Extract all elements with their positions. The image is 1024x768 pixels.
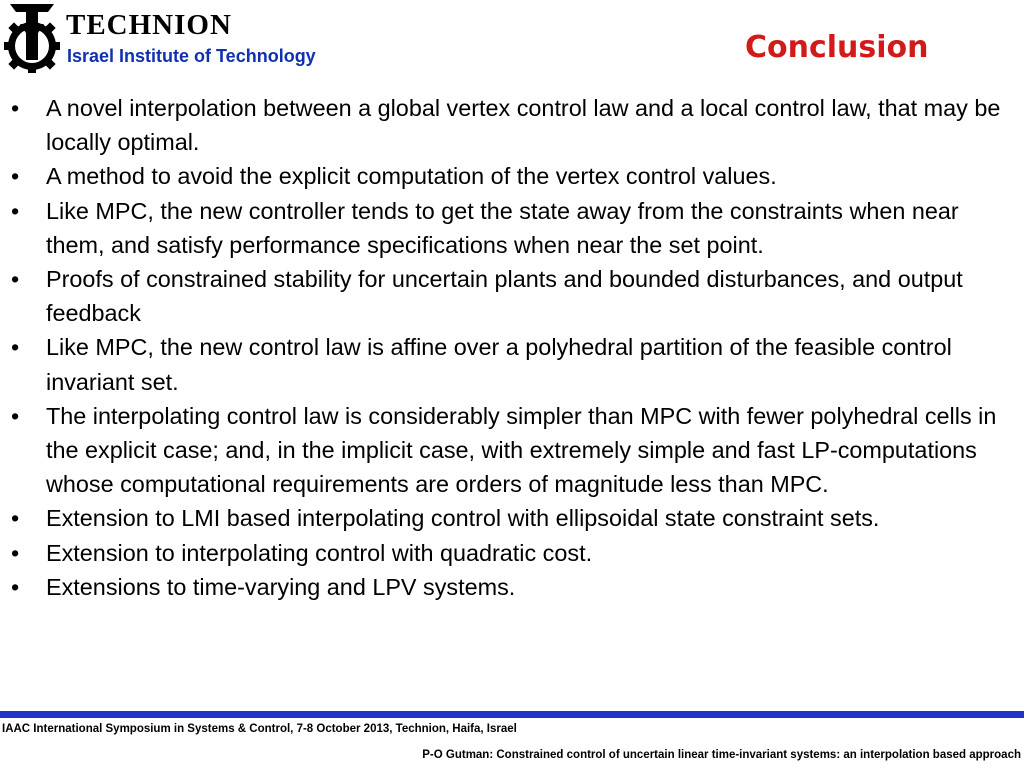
- list-item: [0, 262, 1024, 330]
- brand-subtitle: Israel Institute of Technology: [67, 46, 316, 66]
- list-item: [0, 330, 1024, 398]
- list-item: [0, 159, 1024, 193]
- bullet-icon: •: [11, 266, 20, 293]
- bullet-list: [0, 91, 1024, 604]
- footer-author-title: P-O Gutman: Constrained control of uncertain linear time-invariant systems: an interpolation based approach: [422, 749, 1021, 761]
- bullet-icon: •: [11, 539, 20, 566]
- list-item: [0, 501, 1024, 535]
- bullet-text: Proofs of constrained stability for uncertain plants and bounded disturbances, and output feedback: [46, 266, 963, 327]
- list-item: [0, 570, 1024, 604]
- page-title: Conclusion: [745, 30, 929, 65]
- footer-conference: IAAC International Symposium in Systems & Control, 7-8 October 2013, Technion, Haifa, Israel: [2, 723, 517, 735]
- list-item: [0, 91, 1024, 159]
- brand-name: TECHNION: [66, 9, 232, 41]
- bullet-icon: •: [11, 402, 20, 429]
- footer-divider: [0, 711, 1024, 718]
- bullet-text: A method to avoid the explicit computation of the vertex control values.: [46, 163, 777, 190]
- bullet-icon: •: [11, 334, 20, 361]
- bullet-text: Extension to interpolating control with quadratic cost.: [46, 539, 593, 566]
- bullet-icon: •: [11, 197, 20, 224]
- bullet-icon: •: [11, 573, 20, 600]
- bullet-icon: •: [11, 95, 20, 121]
- bullet-text: Like MPC, the new controller tends to get the state away from the constraints when near them, and satisfy performance specifications when near the set point.: [46, 197, 959, 258]
- bullet-text: Extensions to time-varying and LPV systems.: [46, 573, 516, 600]
- list-item: [0, 194, 1024, 262]
- bullet-text: Extension to LMI based interpolating control with ellipsoidal state constraint sets.: [46, 505, 880, 532]
- bullet-text: A novel interpolation between a global vertex control law and a local control law, that may be locally optimal.: [46, 95, 1001, 156]
- bullet-icon: •: [11, 505, 20, 532]
- technion-emblem-icon: [4, 2, 60, 74]
- bullet-text: Like MPC, the new control law is affine over a polyhedral partition of the feasible control invariant set.: [46, 334, 952, 395]
- list-item: [0, 399, 1024, 502]
- list-item: [0, 536, 1024, 570]
- bullet-icon: •: [11, 163, 20, 190]
- bullet-text: The interpolating control law is considerably simpler than MPC with fewer polyhedral cells in the explicit case; and, in the implicit case, with extremely simple and fast LP-computations whose computational requirements are orders of magnitude less than MPC.: [46, 402, 997, 498]
- technion-logo: [4, 2, 60, 74]
